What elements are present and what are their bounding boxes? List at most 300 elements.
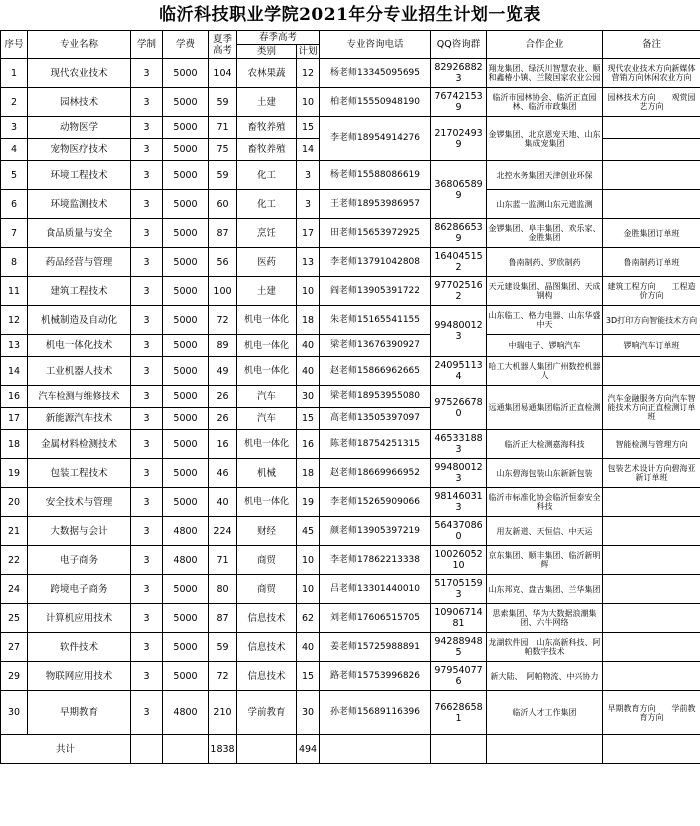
- cell-summer: 59: [209, 161, 237, 190]
- cell-partner: 临沂正大检测嘉海科技: [487, 430, 603, 459]
- cell-qq: 829268823: [431, 59, 487, 88]
- cell-major: 机械制造及自动化: [28, 306, 131, 335]
- cell-fee: 5000: [163, 117, 209, 139]
- cell-major: 环境监测技术: [28, 190, 131, 219]
- cell-remark: 3D打印方向智能技术方向: [603, 306, 700, 335]
- cell-remark: 汽车金融服务方向汽车智能技术方向正直检测订单班: [603, 386, 700, 430]
- table-row: [1, 517, 700, 546]
- cell-category: 医药: [237, 248, 297, 277]
- cell-category: 商贸: [237, 546, 297, 575]
- total-label: 共计: [1, 735, 131, 764]
- cell-category: 畜牧养殖: [237, 117, 297, 139]
- table-row: [1, 546, 700, 575]
- table-row: [1, 386, 700, 408]
- cell-summer: 224: [209, 517, 237, 546]
- cell-fee: 5000: [163, 430, 209, 459]
- cell-major: 包装工程技术: [28, 459, 131, 488]
- cell-seq: 3: [1, 117, 28, 139]
- cell-qq: 977025162: [431, 277, 487, 306]
- cell-summer: 59: [209, 633, 237, 662]
- cell-qq: [431, 735, 487, 764]
- header-partner: 合作企业: [487, 31, 603, 59]
- cell-major: 食品质量与安全: [28, 219, 131, 248]
- cell-fee: 4800: [163, 546, 209, 575]
- cell-fee: 4800: [163, 691, 209, 735]
- cell-qq: 240951134: [431, 357, 487, 386]
- header-spring-category: 类别: [237, 45, 297, 59]
- cell-plan: 15: [297, 117, 320, 139]
- cell-remark: [603, 662, 700, 691]
- cell-years: 3: [131, 306, 163, 335]
- cell-summer: 26: [209, 408, 237, 430]
- cell-summer: 56: [209, 248, 237, 277]
- cell-partner: 思索集团、华为大数据浪潮集团、六牛网络: [487, 604, 603, 633]
- table-row: [1, 488, 700, 517]
- cell-years: 3: [131, 430, 163, 459]
- cell-plan: 40: [297, 335, 320, 357]
- table-row: [1, 335, 700, 357]
- cell-fee: 5000: [163, 335, 209, 357]
- cell-partner: 临沂市标准化协会临沂恒泰安全科技: [487, 488, 603, 517]
- table-row: [1, 633, 700, 662]
- total-plan: 494: [297, 735, 320, 764]
- cell-category: 机电一体化: [237, 306, 297, 335]
- cell-partner: 山东邦克、盘古集团、兰华集团: [487, 575, 603, 604]
- cell-phone: 李老师15265909066: [320, 488, 431, 517]
- cell-fee: 5000: [163, 248, 209, 277]
- cell-major: 工业机器人技术: [28, 357, 131, 386]
- cell-seq: 16: [1, 386, 28, 408]
- cell-plan: 40: [297, 357, 320, 386]
- cell-years: 3: [131, 408, 163, 430]
- cell-qq: 862866539: [431, 219, 487, 248]
- cell-remark: 金胜集团订单班: [603, 219, 700, 248]
- cell-summer: 80: [209, 575, 237, 604]
- cell-qq: 979540776: [431, 662, 487, 691]
- table-row: [1, 59, 700, 88]
- cell-qq: 368065899: [431, 161, 487, 219]
- cell-seq: 12: [1, 306, 28, 335]
- cell-major: 汽车检测与维修技术: [28, 386, 131, 408]
- cell-summer: 60: [209, 190, 237, 219]
- cell-phone: 高老师13505397097: [320, 408, 431, 430]
- cell-major: 动物医学: [28, 117, 131, 139]
- cell-plan: 12: [297, 59, 320, 88]
- cell-qq: 517051593: [431, 575, 487, 604]
- cell-qq: 767421539: [431, 88, 487, 117]
- cell-summer: 71: [209, 546, 237, 575]
- cell-years: 3: [131, 488, 163, 517]
- cell-years: 3: [131, 575, 163, 604]
- cell-seq: 11: [1, 277, 28, 306]
- cell-remark: [603, 139, 700, 161]
- cell-phone: 王老师18953986957: [320, 190, 431, 219]
- cell-plan: 10: [297, 546, 320, 575]
- cell-plan: 62: [297, 604, 320, 633]
- cell-category: 信息技术: [237, 662, 297, 691]
- cell-category: 机电一体化: [237, 488, 297, 517]
- cell-summer: 40: [209, 488, 237, 517]
- cell-major: 宠物医疗技术: [28, 139, 131, 161]
- cell-plan: 17: [297, 219, 320, 248]
- cell-summer: 75: [209, 139, 237, 161]
- table-row: [1, 430, 700, 459]
- cell-remark: [603, 517, 700, 546]
- cell-major: 环境工程技术: [28, 161, 131, 190]
- cell-qq: 994800123: [431, 306, 487, 357]
- cell-fee: 5000: [163, 662, 209, 691]
- cell-fee: 5000: [163, 88, 209, 117]
- cell-plan: 15: [297, 662, 320, 691]
- cell-summer: 89: [209, 335, 237, 357]
- cell-partner: 临沂市园林协会、临沂正直园林、临沂市政集团: [487, 88, 603, 117]
- table-row: [1, 357, 700, 386]
- cell-phone: 赵老师15866962665: [320, 357, 431, 386]
- cell-years: 3: [131, 59, 163, 88]
- cell-partner: 中瑞电子、锣响汽车: [487, 335, 603, 357]
- cell-major: 机电一体化技术: [28, 335, 131, 357]
- table-row: [1, 88, 700, 117]
- cell-category: 化工: [237, 190, 297, 219]
- cell-seq: 7: [1, 219, 28, 248]
- cell-category: 机电一体化: [237, 357, 297, 386]
- cell-phone: 梁老师18953955080: [320, 386, 431, 408]
- cell-years: 3: [131, 88, 163, 117]
- cell-phone: 阎老师13905391722: [320, 277, 431, 306]
- cell-plan: 19: [297, 488, 320, 517]
- cell-plan: 3: [297, 190, 320, 219]
- cell-category: 机电一体化: [237, 430, 297, 459]
- cell-seq: 19: [1, 459, 28, 488]
- cell-category: 汽车: [237, 408, 297, 430]
- cell-qq: 217024939: [431, 117, 487, 161]
- cell-phone: 刘老师17606515705: [320, 604, 431, 633]
- cell-partner: 新大陆、 阿帕物流、中兴协力: [487, 662, 603, 691]
- header-major: 专业名称: [28, 31, 131, 59]
- cell-years: 3: [131, 604, 163, 633]
- cell-qq: 942889485: [431, 633, 487, 662]
- cell-summer: 72: [209, 662, 237, 691]
- total-row: [1, 735, 700, 764]
- header-fee: 学费: [163, 31, 209, 59]
- cell-summer: 104: [209, 59, 237, 88]
- cell-major: 大数据与会计: [28, 517, 131, 546]
- cell-category: 土建: [237, 277, 297, 306]
- cell-seq: 8: [1, 248, 28, 277]
- cell-phone: 李老师18954914276: [320, 117, 431, 161]
- cell-partner: 金锣集团、阜丰集团、欢乐家、金胜集团: [487, 219, 603, 248]
- cell-partner: 龙湖软件园 山东高新科技、阿帕数字技术: [487, 633, 603, 662]
- cell-seq: 17: [1, 408, 28, 430]
- cell-major: 计算机应用技术: [28, 604, 131, 633]
- cell-remark: 现代农业技术方向新媒体营销方向休闲农业方向: [603, 59, 700, 88]
- cell-fee: 5000: [163, 277, 209, 306]
- cell-category: 机电一体化: [237, 335, 297, 357]
- cell-phone: 田老师15653972925: [320, 219, 431, 248]
- cell-fee: 5000: [163, 604, 209, 633]
- cell-partner: 用友新道、天恒信、中天运: [487, 517, 603, 546]
- cell-qq: 564370860: [431, 517, 487, 546]
- cell-remark: [603, 575, 700, 604]
- cell-major: 物联网应用技术: [28, 662, 131, 691]
- cell-seq: 6: [1, 190, 28, 219]
- cell-major: 现代农业技术: [28, 59, 131, 88]
- cell-remark: 鲁南制药订单班: [603, 248, 700, 277]
- cell-years: 3: [131, 357, 163, 386]
- cell-seq: 29: [1, 662, 28, 691]
- cell-seq: 5: [1, 161, 28, 190]
- cell-years: 3: [131, 691, 163, 735]
- header-years: 学制: [131, 31, 163, 59]
- cell-qq: 465331883: [431, 430, 487, 459]
- cell-partner: 天元建设集团、晶图集团、天成钢构: [487, 277, 603, 306]
- header-qq: QQ咨询群: [431, 31, 487, 59]
- cell-summer: 87: [209, 604, 237, 633]
- cell-years: 3: [131, 139, 163, 161]
- cell-remark: [603, 117, 700, 139]
- cell-seq: 24: [1, 575, 28, 604]
- cell-years: 3: [131, 335, 163, 357]
- table-row: [1, 190, 700, 219]
- cell-remark: [603, 633, 700, 662]
- cell-phone: 陈老师18754251315: [320, 430, 431, 459]
- cell-remark: [603, 546, 700, 575]
- cell-summer: 16: [209, 430, 237, 459]
- cell-category: 农林果蔬: [237, 59, 297, 88]
- cell-major: 金属材料检测技术: [28, 430, 131, 459]
- cell-partner: 远通集团易通集团临沂正直检测: [487, 386, 603, 430]
- page-title: 临沂科技职业学院2021年分专业招生计划一览表: [159, 5, 541, 25]
- cell-fee: 5000: [163, 488, 209, 517]
- cell-years: 3: [131, 386, 163, 408]
- cell-phone: 路老师15753996826: [320, 662, 431, 691]
- cell-partner: 山东碧海包装山东新新包装: [487, 459, 603, 488]
- cell-remark: 智能检测与管理方向: [603, 430, 700, 459]
- cell-major: 软件技术: [28, 633, 131, 662]
- cell-category: 土建: [237, 88, 297, 117]
- cell-category: 财经: [237, 517, 297, 546]
- cell-summer: 59: [209, 88, 237, 117]
- cell-major: 安全技术与管理: [28, 488, 131, 517]
- cell-category: 机械: [237, 459, 297, 488]
- cell-seq: 14: [1, 357, 28, 386]
- cell-category: 信息技术: [237, 633, 297, 662]
- table-row: [1, 248, 700, 277]
- cell-plan: 45: [297, 517, 320, 546]
- cell-remark: 园林技术方向 观赏园艺方向: [603, 88, 700, 117]
- table-row: [1, 662, 700, 691]
- header-summer: 夏季高考: [209, 31, 237, 59]
- cell-remark: 早期教育方向 学前教育方向: [603, 691, 700, 735]
- cell-summer: 71: [209, 117, 237, 139]
- cell-phone: [320, 735, 431, 764]
- cell-partner: 临沂人才工作集团: [487, 691, 603, 735]
- table-row: [1, 219, 700, 248]
- cell-fee: 5000: [163, 633, 209, 662]
- cell-partner: 鲁南制药、罗欣制药: [487, 248, 603, 277]
- header-phone: 专业咨询电话: [320, 31, 431, 59]
- cell-category: 烹饪: [237, 219, 297, 248]
- cell-summer: 46: [209, 459, 237, 488]
- cell-plan: 15: [297, 408, 320, 430]
- cell-fee: 5000: [163, 386, 209, 408]
- cell-remark: [603, 161, 700, 190]
- cell-plan: 18: [297, 459, 320, 488]
- cell-major: 早期教育: [28, 691, 131, 735]
- header-spring-plan: 计划: [298, 46, 318, 57]
- cell-remark: [603, 735, 700, 764]
- cell-major: 新能源汽车技术: [28, 408, 131, 430]
- table-row: [1, 575, 700, 604]
- cell-category: 学前教育: [237, 691, 297, 735]
- cell-remark: 建筑工程方向 工程造价方向: [603, 277, 700, 306]
- cell-fee: 5000: [163, 161, 209, 190]
- cell-plan: 13: [297, 248, 320, 277]
- header-spring: 春季高考: [237, 31, 320, 45]
- cell-plan: 30: [297, 691, 320, 735]
- cell-fee: 5000: [163, 139, 209, 161]
- table-row: [1, 604, 700, 633]
- cell-fee: 5000: [163, 459, 209, 488]
- cell-major: 建筑工程技术: [28, 277, 131, 306]
- cell-qq: 1090671481: [431, 604, 487, 633]
- cell-seq: 4: [1, 139, 28, 161]
- cell-major: 电子商务: [28, 546, 131, 575]
- cell-plan: 40: [297, 633, 320, 662]
- cell-plan: 3: [297, 161, 320, 190]
- cell-category: 畜牧养殖: [237, 139, 297, 161]
- cell-category: 化工: [237, 161, 297, 190]
- header-seq: 序号: [1, 31, 28, 59]
- cell-seq: 21: [1, 517, 28, 546]
- cell-phone: 孙老师15689116396: [320, 691, 431, 735]
- cell-years: 3: [131, 633, 163, 662]
- cell-phone: 颜老师13905397219: [320, 517, 431, 546]
- cell-phone: 朱老师15165541155: [320, 306, 431, 335]
- cell-qq: 1002605210: [431, 546, 487, 575]
- cell-years: 3: [131, 190, 163, 219]
- cell-phone: 柏老师15550948190: [320, 88, 431, 117]
- enrollment-table: [0, 30, 700, 764]
- cell-major: 园林技术: [28, 88, 131, 117]
- cell-qq: 975266780: [431, 386, 487, 430]
- cell-partner: 金锣集团、北京恩宠天地、山东集成宠集团: [487, 117, 603, 161]
- cell-years: 3: [131, 161, 163, 190]
- cell-plan: 16: [297, 430, 320, 459]
- cell-summer: 72: [209, 306, 237, 335]
- cell-category: 信息技术: [237, 604, 297, 633]
- cell-summer: 49: [209, 357, 237, 386]
- cell-phone: 赵老师18669966952: [320, 459, 431, 488]
- cell-years: 3: [131, 219, 163, 248]
- cell-years: [131, 735, 163, 764]
- cell-partner: 哈工大机器人集团广州数控机器人: [487, 357, 603, 386]
- cell-fee: 5000: [163, 190, 209, 219]
- cell-fee: 5000: [163, 575, 209, 604]
- cell-plan: 10: [297, 88, 320, 117]
- header-row-1: [1, 31, 700, 45]
- cell-seq: 25: [1, 604, 28, 633]
- cell-phone: 李老师17862213338: [320, 546, 431, 575]
- cell-remark: 包装艺术设计方向碧海亚新订单班: [603, 459, 700, 488]
- cell-partner: 北控水务集团天津创业环保: [487, 161, 603, 190]
- cell-plan: 30: [297, 386, 320, 408]
- cell-partner: 翔龙集团、绿沃川智慧农业、顺和鑫椿小镇、兰陵国家农业公园: [487, 59, 603, 88]
- cell-remark: [603, 604, 700, 633]
- cell-qq: 994800123: [431, 459, 487, 488]
- cell-summer: 87: [209, 219, 237, 248]
- cell-seq: 18: [1, 430, 28, 459]
- total-summer: 1838: [209, 735, 237, 764]
- cell-phone: 梁老师13676390927: [320, 335, 431, 357]
- cell-fee: 4800: [163, 517, 209, 546]
- cell-major: 跨境电子商务: [28, 575, 131, 604]
- cell-summer: 210: [209, 691, 237, 735]
- cell-phone: 李老师13791042808: [320, 248, 431, 277]
- cell-years: 3: [131, 459, 163, 488]
- cell-fee: 5000: [163, 59, 209, 88]
- table-row: [1, 691, 700, 735]
- cell-phone: 吕老师13301440010: [320, 575, 431, 604]
- cell-remark: 锣响汽车订单班: [603, 335, 700, 357]
- cell-qq: 981460313: [431, 488, 487, 517]
- cell-seq: 22: [1, 546, 28, 575]
- cell-seq: 30: [1, 691, 28, 735]
- cell-seq: 2: [1, 88, 28, 117]
- cell-fee: [163, 735, 209, 764]
- cell-qq: 164045152: [431, 248, 487, 277]
- table-row: [1, 117, 700, 139]
- cell-plan: 10: [297, 575, 320, 604]
- cell-category: 汽车: [237, 386, 297, 408]
- cell-plan: 18: [297, 306, 320, 335]
- cell-remark: [603, 357, 700, 386]
- cell-remark: [603, 190, 700, 219]
- header-remark: 备注: [603, 31, 700, 59]
- cell-partner: 京东集团、顺丰集团、临沂新明辉: [487, 546, 603, 575]
- cell-fee: 5000: [163, 408, 209, 430]
- cell-seq: 13: [1, 335, 28, 357]
- cell-category: [237, 735, 297, 764]
- cell-plan: 10: [297, 277, 320, 306]
- table-row: [1, 306, 700, 335]
- table-row: [1, 277, 700, 306]
- cell-summer: 100: [209, 277, 237, 306]
- cell-phone: 杨老师15588086619: [320, 161, 431, 190]
- cell-category: 商贸: [237, 575, 297, 604]
- cell-qq: 766286581: [431, 691, 487, 735]
- cell-phone: 姜老师15725988891: [320, 633, 431, 662]
- cell-plan: 14: [297, 139, 320, 161]
- cell-partner: [487, 735, 603, 764]
- cell-years: 3: [131, 546, 163, 575]
- table-row: [1, 459, 700, 488]
- cell-years: 3: [131, 662, 163, 691]
- table-row: [1, 161, 700, 190]
- cell-years: 3: [131, 117, 163, 139]
- cell-partner: 山东蓝一监测山东元道监测: [487, 190, 603, 219]
- cell-summer: 26: [209, 386, 237, 408]
- cell-remark: [603, 488, 700, 517]
- cell-major: 药品经营与管理: [28, 248, 131, 277]
- cell-years: 3: [131, 248, 163, 277]
- cell-years: 3: [131, 277, 163, 306]
- cell-seq: 27: [1, 633, 28, 662]
- cell-seq: 1: [1, 59, 28, 88]
- cell-fee: 5000: [163, 219, 209, 248]
- cell-phone: 杨老师13345095695: [320, 59, 431, 88]
- cell-years: 3: [131, 517, 163, 546]
